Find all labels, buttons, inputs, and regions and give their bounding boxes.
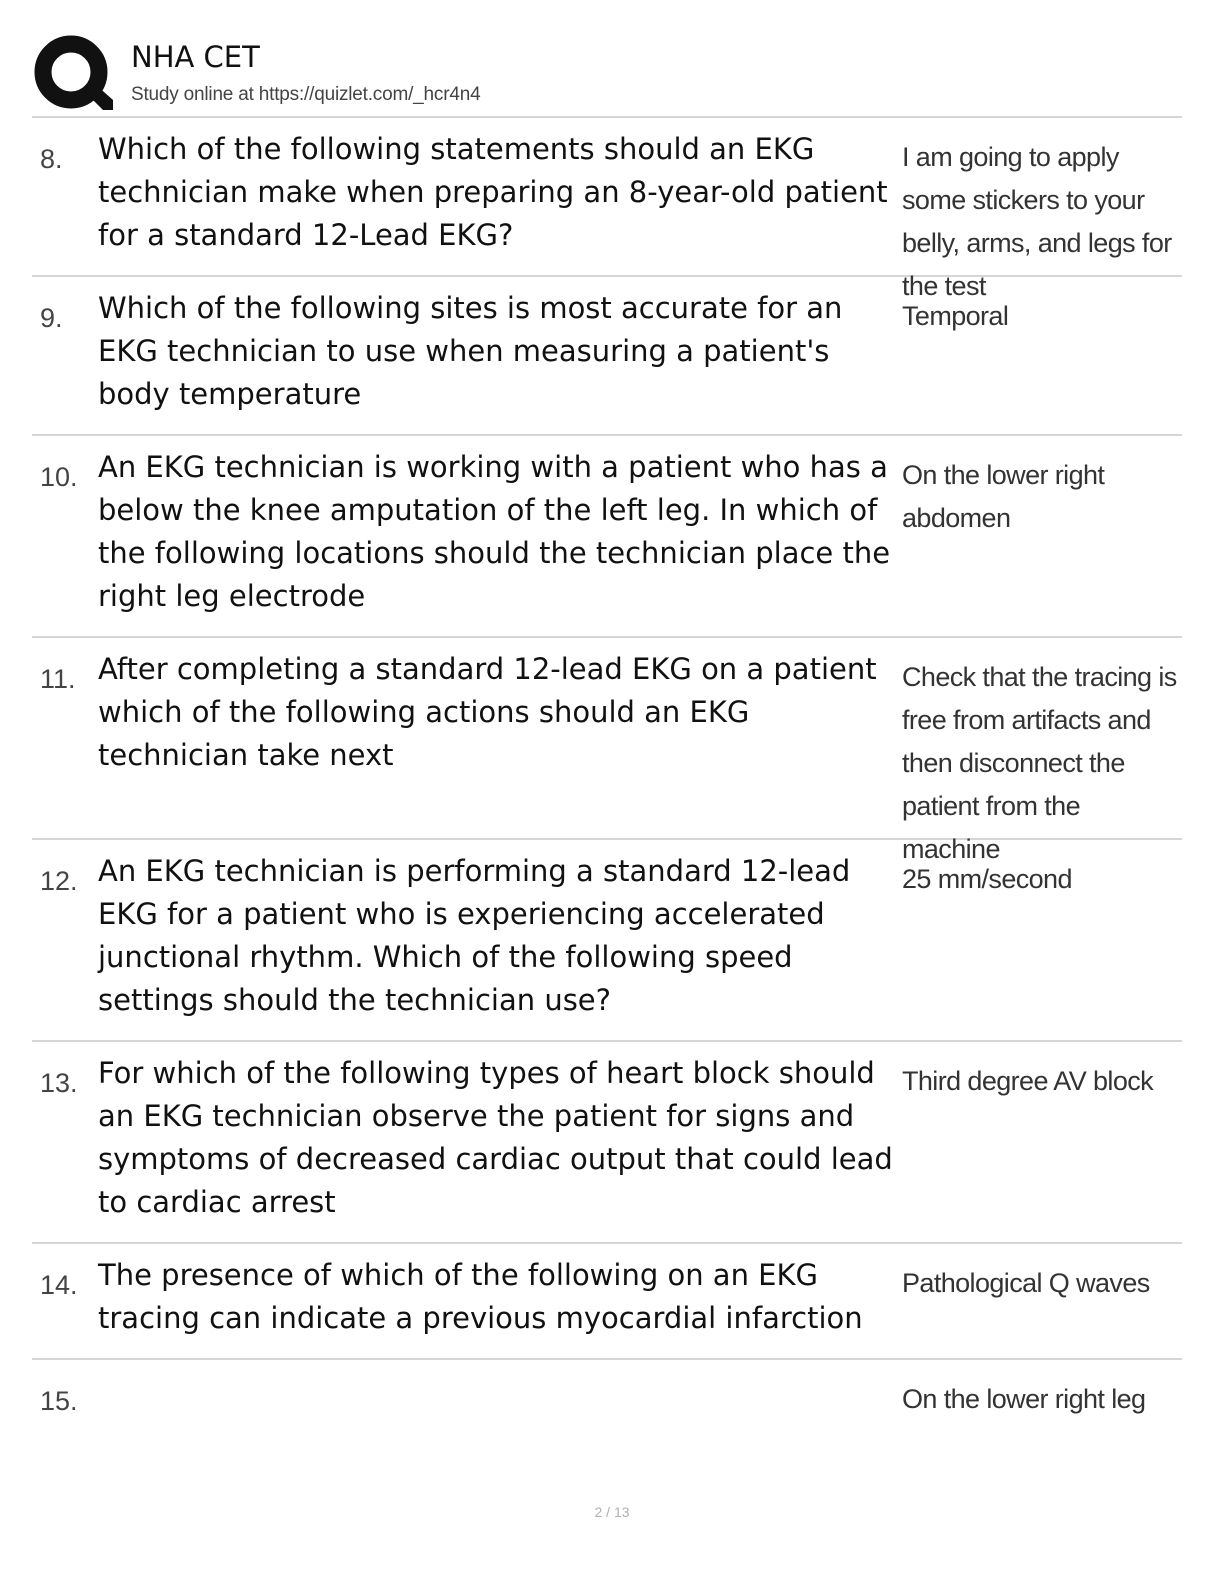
card-term: The presence of which of the following on an EKG tracing can indicate a previous myocardial infarction <box>98 1258 863 1335</box>
card-definition: Temporal <box>902 301 1009 331</box>
card-definition: Check that the tracing is free from artifacts and then disconnect the patient from the machine <box>902 662 1177 864</box>
card-definition: Third degree AV block <box>902 1066 1154 1096</box>
flashcard <box>32 126 1182 301</box>
quizlet-logo-icon <box>33 34 113 114</box>
flashcard <box>32 444 1182 638</box>
card-number: 8. <box>40 144 63 174</box>
flashcard <box>32 646 1182 864</box>
card-term: Which of the following statements should an EKG technician make when preparing an 8-year-old patient for a standard 12-Lead EKG? <box>98 132 888 252</box>
page-header <box>30 30 1190 118</box>
card-term <box>98 1368 898 1388</box>
card-definition: 25 mm/second <box>902 864 1072 894</box>
flashcard <box>32 1050 1182 1244</box>
card-number: 9. <box>40 303 63 333</box>
flashcard <box>32 1252 1182 1360</box>
page-number: 2 / 13 <box>594 1504 630 1520</box>
card-term: An EKG technician is performing a standard 12-lead EKG for a patient who is experiencing accelerated junctional rhythm. Which of the following speed settings should the technician use? <box>98 854 851 1017</box>
flashcard-list <box>32 116 1182 1440</box>
card-number: 10. <box>40 462 78 492</box>
set-title: NHA CET <box>131 40 260 74</box>
study-online-link[interactable]: Study online at https://quizlet.com/_hcr4n4 <box>131 84 481 105</box>
flashcard <box>32 848 1182 1042</box>
card-number: 15. <box>40 1386 78 1416</box>
card-term: After completing a standard 12-lead EKG on a patient which of the following actions should an EKG technician take next <box>98 652 877 772</box>
card-number: 14. <box>40 1270 78 1300</box>
card-term: An EKG technician is working with a patient who has a below the knee amputation of the left leg. In which of the following locations should the technician place the right leg electrode <box>98 450 891 613</box>
card-number: 11. <box>40 664 76 694</box>
card-number: 12. <box>40 866 78 896</box>
card-term: Which of the following sites is most accurate for an EKG technician to use when measuring a patient's body temperature <box>98 291 843 411</box>
card-definition: On the lower right abdomen <box>902 460 1105 533</box>
card-definition: On the lower right leg <box>902 1384 1146 1414</box>
card-number: 13. <box>40 1068 78 1098</box>
card-definition: I am going to apply some stickers to your belly, arms, and legs for the test <box>902 142 1172 301</box>
card-definition: Pathological Q waves <box>902 1268 1150 1298</box>
card-term: For which of the following types of heart block should an EKG technician observe the patient for signs and symptoms of decreased cardiac output that could lead to cardiac arrest <box>98 1056 893 1219</box>
flashcard <box>32 1368 1182 1440</box>
flashcard <box>32 285 1182 436</box>
